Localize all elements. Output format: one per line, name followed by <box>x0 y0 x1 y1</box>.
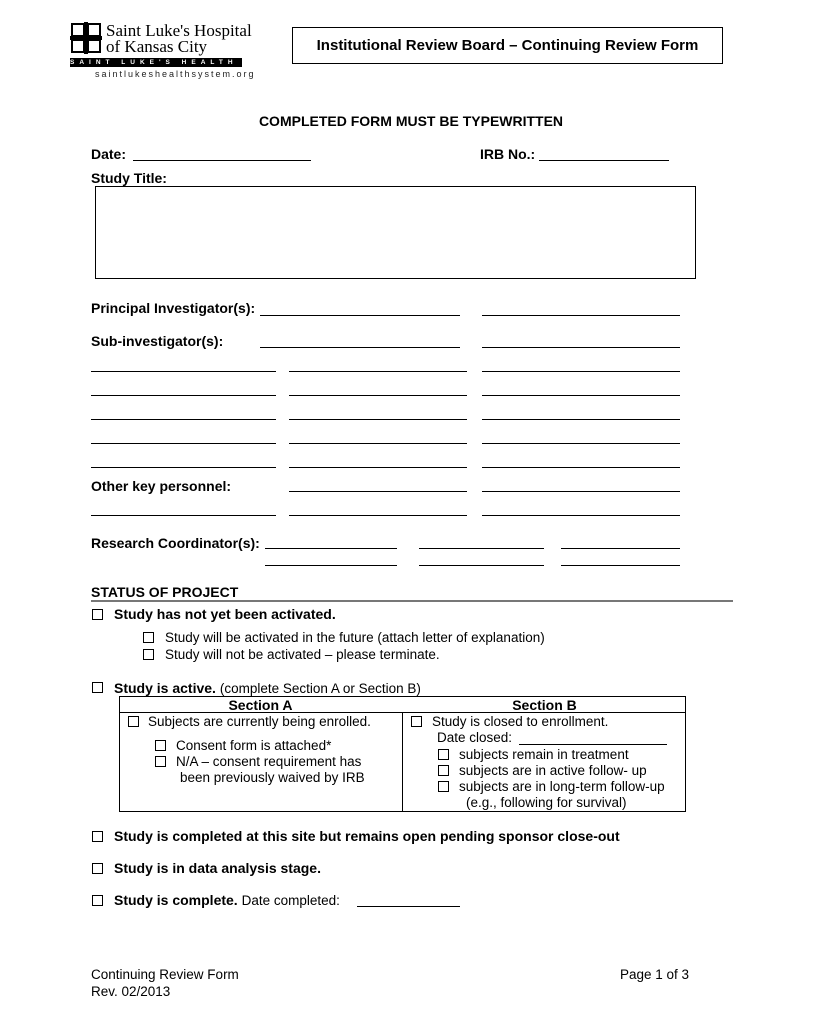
closed-enrollment-label: Study is closed to enrollment. <box>432 714 609 729</box>
study-complete-row <box>114 892 340 908</box>
longterm-followup-label: subjects are in long-term follow-up <box>459 779 665 794</box>
section-a-title: Section A <box>228 697 293 713</box>
date-completed-field[interactable] <box>357 906 460 907</box>
sub-investigator-field[interactable] <box>289 371 467 372</box>
other-personnel-field[interactable] <box>482 515 680 516</box>
future-activation-label: Study will be activated in the future (attach letter of explanation) <box>165 630 545 645</box>
irb-label: IRB No.: <box>480 146 536 162</box>
survival-example: (e.g., following for survival) <box>466 795 627 810</box>
enrolling-label: Subjects are currently being enrolled. <box>148 714 371 729</box>
enrolling-checkbox[interactable] <box>128 716 139 727</box>
pi-label: Principal Investigator(s): <box>91 300 256 316</box>
not-activated-checkbox[interactable] <box>92 609 103 620</box>
closed-enrollment-checkbox[interactable] <box>411 716 422 727</box>
research-coordinator-field[interactable] <box>419 548 544 549</box>
logo-url: saintlukeshealthsystem.org <box>95 69 256 79</box>
pi-field-1[interactable] <box>260 315 460 316</box>
footer-form-name: Continuing Review Form <box>91 967 239 982</box>
logo-system-bar: SAINT LUKE'S HEALTH SYSTEM <box>70 59 302 66</box>
sub-investigator-field[interactable] <box>91 395 276 396</box>
sub-investigator-field[interactable] <box>260 347 460 348</box>
sub-investigator-field[interactable] <box>91 443 276 444</box>
date-completed-label: Date completed: <box>241 893 340 908</box>
sub-investigator-field[interactable] <box>289 443 467 444</box>
other-personnel-label: Other key personnel: <box>91 478 232 494</box>
data-analysis-label: Study is in data analysis stage. <box>114 860 321 876</box>
section-column-divider <box>402 712 403 812</box>
active-followup-label: subjects are in active follow- up <box>459 763 647 778</box>
status-divider <box>91 600 733 602</box>
research-coordinator-field[interactable] <box>265 548 397 549</box>
date-label: Date: <box>91 146 127 162</box>
sub-investigator-field[interactable] <box>289 419 467 420</box>
pending-closeout-label: Study is completed at this site but remains open pending sponsor close-out <box>114 828 620 844</box>
sub-investigator-field[interactable] <box>482 347 680 348</box>
longterm-followup-checkbox[interactable] <box>438 781 449 792</box>
sub-investigator-field[interactable] <box>482 395 680 396</box>
research-coordinator-label: Research Coordinator(s): <box>91 535 260 551</box>
not-activated-label: Study has not yet been activated. <box>114 606 336 622</box>
active-checkbox[interactable] <box>92 682 103 693</box>
date-closed-field[interactable] <box>519 744 667 745</box>
other-personnel-field[interactable] <box>289 491 467 492</box>
footer-page-number: Page 1 of 3 <box>620 967 690 982</box>
sub-investigator-field[interactable] <box>482 371 680 372</box>
logo-name-line2: of Kansas City <box>106 37 208 56</box>
consent-attached-label: Consent form is attached* <box>176 738 332 753</box>
terminate-checkbox[interactable] <box>143 649 154 660</box>
study-complete-checkbox[interactable] <box>92 895 103 906</box>
logo-name-line1: Saint Luke's Hospital <box>106 21 252 40</box>
research-coordinator-field[interactable] <box>561 548 680 549</box>
sub-investigator-field[interactable] <box>91 371 276 372</box>
sub-investigator-field[interactable] <box>91 419 276 420</box>
future-activation-checkbox[interactable] <box>143 632 154 643</box>
typewritten-notice: COMPLETED FORM MUST BE TYPEWRITTEN <box>258 113 564 129</box>
sub-investigator-field[interactable] <box>289 395 467 396</box>
data-analysis-checkbox[interactable] <box>92 863 103 874</box>
research-coordinator-field[interactable] <box>561 565 680 566</box>
date-closed-label: Date closed: <box>437 730 513 745</box>
consent-waived-label-2: been previously waived by IRB <box>180 770 365 785</box>
other-personnel-field[interactable] <box>289 515 467 516</box>
remain-treatment-label: subjects remain in treatment <box>459 747 629 762</box>
date-field[interactable] <box>133 160 311 161</box>
research-coordinator-field[interactable] <box>265 565 397 566</box>
sub-investigator-label: Sub-investigator(s): <box>91 333 224 349</box>
active-note: (complete Section A or Section B) <box>219 681 421 696</box>
study-title-field[interactable] <box>95 186 696 279</box>
consent-waived-label-1: N/A – consent requirement has <box>176 754 362 769</box>
cross-logo-icon <box>70 22 102 54</box>
sub-investigator-field[interactable] <box>482 467 680 468</box>
active-row <box>114 680 421 696</box>
status-heading: STATUS OF PROJECT <box>91 584 239 600</box>
sub-investigator-field[interactable] <box>482 419 680 420</box>
form-title: Institutional Review Board – Continuing Review Form <box>292 27 723 64</box>
other-personnel-field[interactable] <box>91 515 276 516</box>
terminate-label: Study will not be activated – please terminate. <box>165 647 440 662</box>
active-followup-checkbox[interactable] <box>438 765 449 776</box>
section-b-title: Section B <box>512 697 577 713</box>
sub-investigator-field[interactable] <box>91 467 276 468</box>
pending-closeout-checkbox[interactable] <box>92 831 103 842</box>
consent-attached-checkbox[interactable] <box>155 740 166 751</box>
irb-number-field[interactable] <box>539 160 669 161</box>
pi-field-2[interactable] <box>482 315 680 316</box>
consent-waived-checkbox[interactable] <box>155 756 166 767</box>
active-label: Study is active. <box>114 680 216 696</box>
research-coordinator-field[interactable] <box>419 565 544 566</box>
footer-revision: Rev. 02/2013 <box>91 984 171 999</box>
study-complete-label: Study is complete. <box>114 892 238 908</box>
sub-investigator-field[interactable] <box>289 467 467 468</box>
other-personnel-field[interactable] <box>482 491 680 492</box>
study-title-label: Study Title: <box>91 170 167 186</box>
remain-treatment-checkbox[interactable] <box>438 749 449 760</box>
sub-investigator-field[interactable] <box>482 443 680 444</box>
